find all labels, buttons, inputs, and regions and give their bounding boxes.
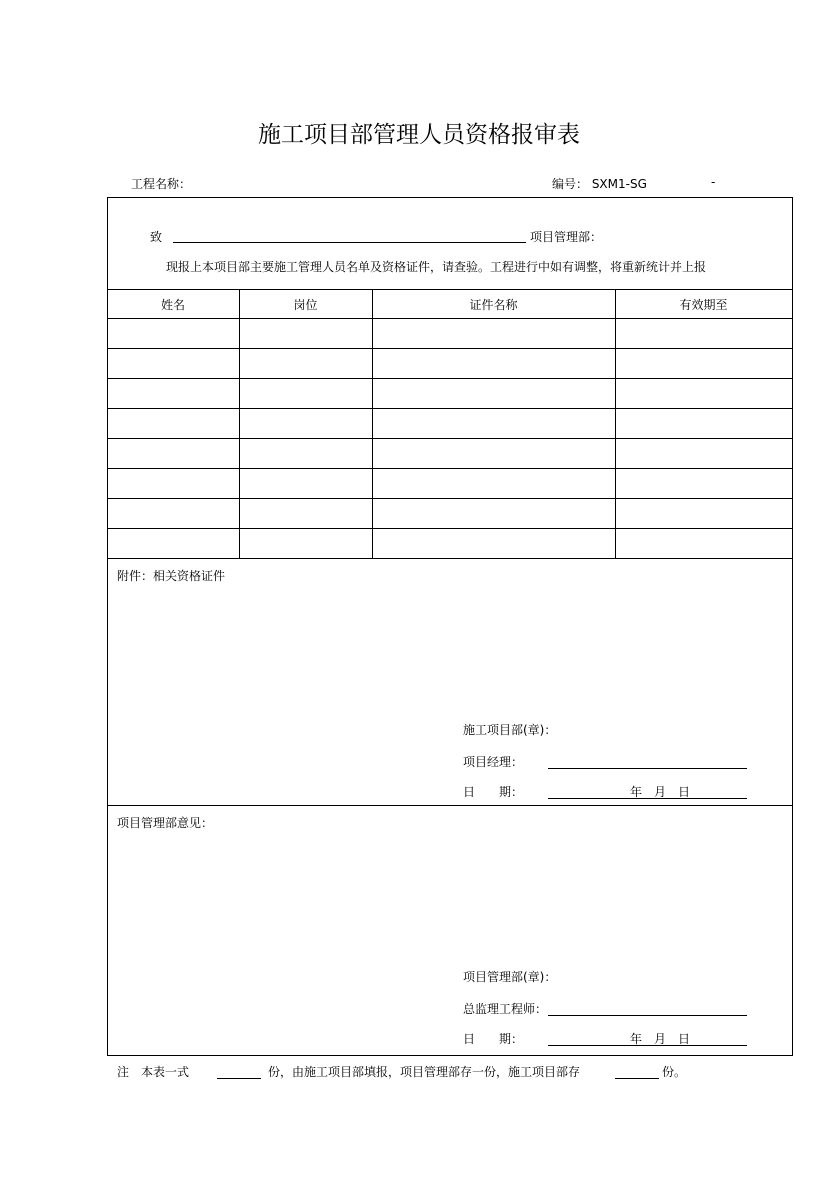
table-cell[interactable] — [239, 438, 372, 468]
table-cell[interactable] — [372, 378, 615, 408]
table-cell[interactable] — [615, 348, 792, 378]
table-cell[interactable] — [615, 438, 792, 468]
chief-engineer-field[interactable] — [548, 1015, 747, 1016]
table-cell[interactable] — [615, 528, 792, 558]
header-name: 姓名 — [160, 298, 185, 312]
page-title: 施工项目部管理人员资格报审表 — [258, 122, 580, 148]
attachment-date-units: 年 月 日 — [630, 785, 691, 799]
header-position: 岗位 — [293, 298, 318, 312]
header-certificate: 证件名称 — [469, 298, 518, 312]
table-cell[interactable] — [107, 408, 239, 438]
project-manager-field[interactable] — [548, 768, 747, 769]
opinion-date-field[interactable] — [548, 1045, 747, 1046]
table-cell[interactable] — [372, 348, 615, 378]
to-suffix: 项目管理部： — [530, 230, 603, 244]
attachment-date-field[interactable] — [548, 798, 747, 799]
table-cell[interactable] — [107, 498, 239, 528]
table-cell[interactable] — [372, 438, 615, 468]
table-cell[interactable] — [615, 468, 792, 498]
code-suffix: - — [711, 175, 716, 189]
table-cell[interactable] — [372, 468, 615, 498]
table-cell[interactable] — [615, 498, 792, 528]
note-suffix: 份。 — [662, 1065, 687, 1079]
table-cell[interactable] — [239, 378, 372, 408]
attachment-label: 附件：相关资格证件 — [117, 569, 226, 583]
to-label: 致 — [150, 230, 163, 244]
construction-dept-seal-label: 施工项目部(章)： — [463, 723, 557, 737]
table-top-line — [107, 289, 792, 290]
note-middle: 份，由施工项目部填报，项目管理部存一份，施工项目部存 — [268, 1065, 581, 1079]
table-cell[interactable] — [107, 528, 239, 558]
note-prefix: 注 本表一式 — [117, 1065, 190, 1079]
attachment-date-label: 日 期： — [463, 785, 524, 799]
chief-engineer-label: 总监理工程师： — [463, 1002, 548, 1016]
opinion-date-label: 日 期： — [463, 1032, 524, 1046]
project-manager-label: 项目经理： — [463, 755, 524, 769]
header-valid-until: 有效期至 — [679, 298, 728, 312]
table-cell[interactable] — [107, 378, 239, 408]
dept-copies-field[interactable] — [615, 1078, 659, 1079]
divider — [107, 805, 792, 806]
table-cell[interactable] — [239, 528, 372, 558]
table-cell[interactable] — [615, 378, 792, 408]
opinion-date-units: 年 月 日 — [630, 1032, 691, 1046]
table-cell[interactable] — [372, 318, 615, 348]
intro-text: 现报上本项目部主要施工管理人员名单及资格证件，请查验。工程进行中如有调整，将重新统计并上报 — [166, 260, 707, 274]
table-row-line — [107, 558, 792, 559]
table-cell[interactable] — [615, 318, 792, 348]
table-cell[interactable] — [372, 498, 615, 528]
copies-field[interactable] — [217, 1078, 261, 1079]
code-label: 编号： SXM1-SG — [552, 177, 647, 191]
table-cell[interactable] — [239, 348, 372, 378]
table-cell[interactable] — [239, 498, 372, 528]
table-cell[interactable] — [372, 528, 615, 558]
table-cell[interactable] — [107, 348, 239, 378]
to-field[interactable] — [173, 242, 526, 243]
table-cell[interactable] — [615, 408, 792, 438]
table-cell[interactable] — [372, 408, 615, 438]
table-cell[interactable] — [107, 318, 239, 348]
table-cell[interactable] — [239, 468, 372, 498]
table-cell[interactable] — [107, 438, 239, 468]
project-name-label: 工程名称： — [131, 177, 192, 191]
table-cell[interactable] — [239, 408, 372, 438]
table-cell[interactable] — [107, 468, 239, 498]
management-dept-seal-label: 项目管理部(章)： — [463, 970, 557, 984]
opinion-label: 项目管理部意见： — [117, 816, 214, 830]
table-cell[interactable] — [239, 318, 372, 348]
